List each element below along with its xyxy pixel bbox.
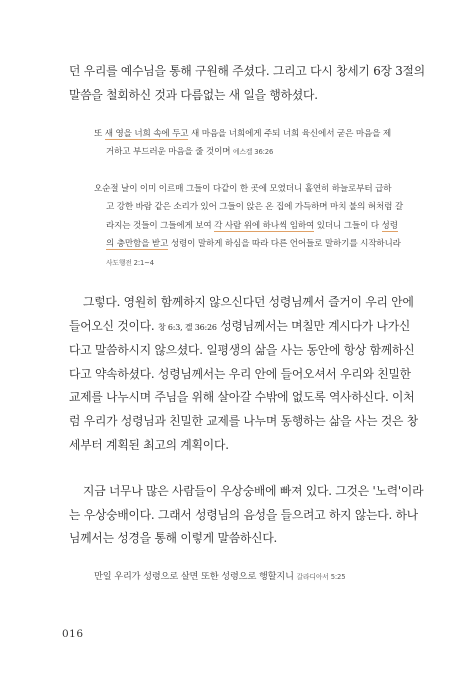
scripture-reference: 사도행전 2:1~4: [106, 258, 154, 267]
line-text: 성령님께서는 며칠만 계시다가 나가신: [216, 318, 411, 333]
highlighted-text: 성령: [381, 220, 398, 231]
quote-text: 새 마음을 너희에게 주되 너희 육신에서 굳은 마음을 제: [188, 129, 392, 139]
highlighted-text: 새 영을 너희 속에 두고: [104, 129, 189, 139]
quote-text: 있더니 그들이 다: [314, 220, 382, 231]
scripture-reference: 갈라디아서 5:25: [296, 573, 346, 581]
scripture-quote-acts: [94, 180, 403, 272]
quote-line: [94, 198, 403, 216]
quote-text: 고 강한 바람 같은 소리가 있어 그들이 앉은 온 집에 가득하며 마치 불의 혀처럼 갈: [106, 202, 403, 213]
paragraph-idolatry: [69, 480, 424, 551]
text-line: 세부터 계획된 최고의 계획이다.: [69, 437, 229, 452]
quote-text: 오순절 날이 이미 이르매 그들이 다같이 한 곳에 모였더니 홀연히 하늘로부터 급하: [94, 184, 392, 194]
quote-text: 라지는 것들이 그들에게 보여: [106, 220, 215, 231]
quote-text: 거하고 부드러운 마음을 줄 것이며: [106, 147, 231, 158]
quote-line: [94, 143, 400, 161]
scripture-quote-galatians: [94, 568, 400, 586]
quote-line: [94, 180, 400, 198]
text-line: 다고 말씀하시지 않으셨다. 일평생의 삶을 사는 동안에 항상 함께하신: [69, 343, 415, 358]
paragraph-intro: [69, 60, 425, 107]
scripture-quote-ezekiel: [94, 125, 400, 162]
quote-text: 성령이 말하게 하심을 따라 다른 언어들로 말하기를 시작하니라: [168, 239, 401, 250]
text-line: 그렇다. 영원히 함께하지 않으신다던 성령님께서 즐거이 우리 안에: [83, 295, 414, 309]
page-number: 016: [62, 628, 84, 640]
scripture-reference: 에스겔 36:26: [233, 148, 274, 157]
quote-text: 만일 우리가 성령으로 살면 또한 성령으로 행할지니: [94, 571, 294, 582]
highlighted-text: 각 사람 위에 하나씩 임하여: [214, 220, 315, 231]
text-line: 럼 우리가 성령님과 친밀한 교제를 나누며 동행하는 삶을 사는 것은 창: [69, 413, 418, 428]
highlighted-text: 의 충만함을 받고: [106, 239, 169, 250]
quote-line: [94, 217, 400, 235]
text-line: 말씀을 철회하신 것과 다름없는 새 일을 행하셨다.: [69, 87, 318, 102]
quote-line: [94, 235, 400, 253]
text-line: 다고 약속하셨다. 성령님께서는 우리 안에 들어오셔서 우리와 친밀한: [69, 366, 411, 381]
text-line: [69, 315, 411, 340]
paragraph-holy-spirit: [69, 291, 418, 457]
text-line: 던 우리를 예수님을 통해 구원해 주셨다. 그리고 다시 창세기 6장 3절의: [69, 64, 425, 78]
text-line: 교제를 나누시며 주님을 위해 살아갈 수밖에 없도록 역사하신다. 이처: [69, 390, 415, 405]
quote-line: [94, 568, 400, 586]
line-text: 들어오신 것이다.: [69, 318, 159, 333]
inline-reference: 창 6:3, 겔 36:26: [158, 322, 217, 332]
text-line: 님께서는 성경을 통해 이렇게 말씀하신다.: [69, 531, 278, 546]
text-line: 는 우상숭배이다. 그래서 성령님의 음성을 들으려고 하지 않는다. 하나: [69, 507, 418, 522]
quote-text: 또: [94, 129, 105, 139]
text-line: 지금 너무나 많은 사람들이 우상숭배에 빠져 있다. 그것은 '노력'이라: [83, 484, 424, 498]
quote-line: [94, 125, 400, 143]
